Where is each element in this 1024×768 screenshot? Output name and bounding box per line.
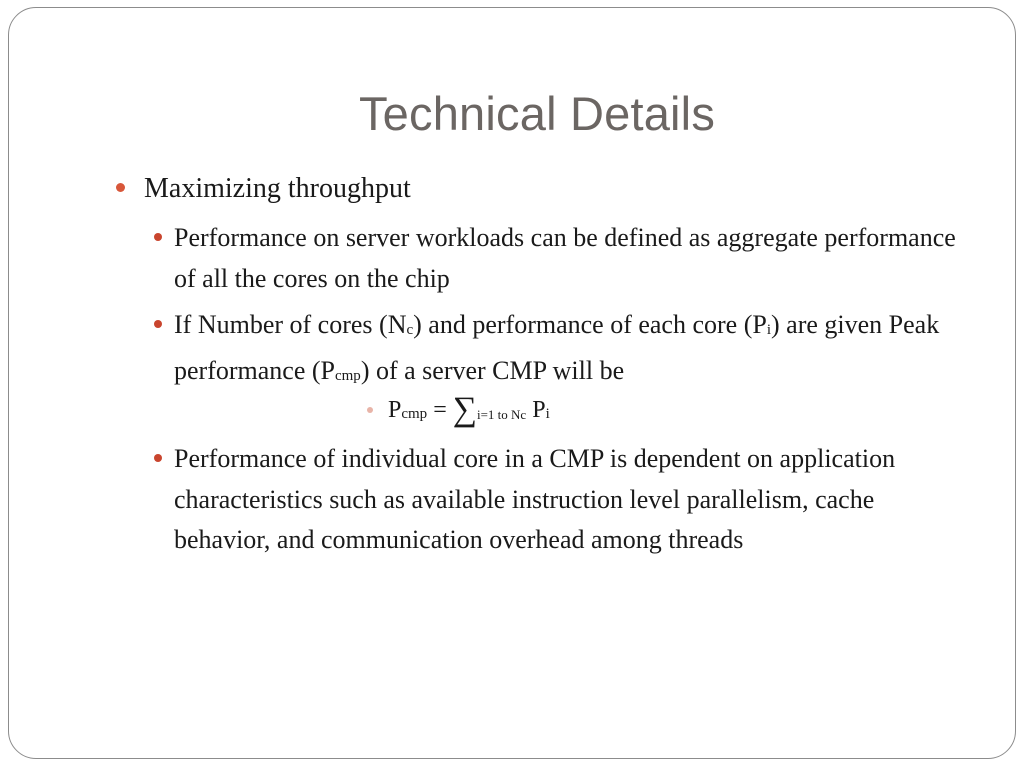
formula-p: P (388, 397, 402, 423)
formula-cmp: cmp (401, 406, 428, 422)
sigma-icon: ∑ (452, 391, 477, 428)
bullet-dot-icon (367, 407, 373, 413)
bullet-dot-icon (154, 233, 162, 241)
slide-title: Technical Details (358, 87, 716, 140)
formula-i: i (545, 406, 550, 422)
bullet-point-3 (174, 439, 964, 561)
bullet-dot-icon (154, 320, 162, 328)
subscript-cmp: cmp (334, 367, 361, 384)
point-1-text: Performance on server workloads can be defined as aggregate performance of all the cores on the chip (174, 223, 956, 293)
bullet-dot-icon (154, 454, 162, 462)
bullet-heading (144, 171, 411, 207)
point-2-text-b: ) and performance of each core (P (413, 310, 767, 339)
point-3-text: Performance of individual core in a CMP is dependent on application characteristics such as available instruction level parallelism, cache behavior, and communication overhead among threads (174, 444, 896, 554)
subscript-i: i (766, 322, 772, 338)
point-2-text-d: ) of a server CMP will be (360, 355, 625, 385)
heading-text: Maximizing throughput (144, 173, 411, 204)
bullet-point-1 (174, 218, 964, 299)
point-2-text-a: If Number of cores (N (174, 310, 407, 339)
formula-range: i=1 to (476, 407, 512, 422)
formula-p2: P (526, 397, 546, 423)
formula-line (388, 392, 550, 433)
point-2-text-c: ) are given Peak performance (P (174, 310, 940, 385)
bullet-point-2 (174, 305, 964, 396)
formula-nc: Nc (511, 407, 527, 422)
bullet-dot-icon (116, 183, 125, 192)
formula-equals: = (427, 397, 453, 423)
subscript-c: c (406, 322, 414, 338)
